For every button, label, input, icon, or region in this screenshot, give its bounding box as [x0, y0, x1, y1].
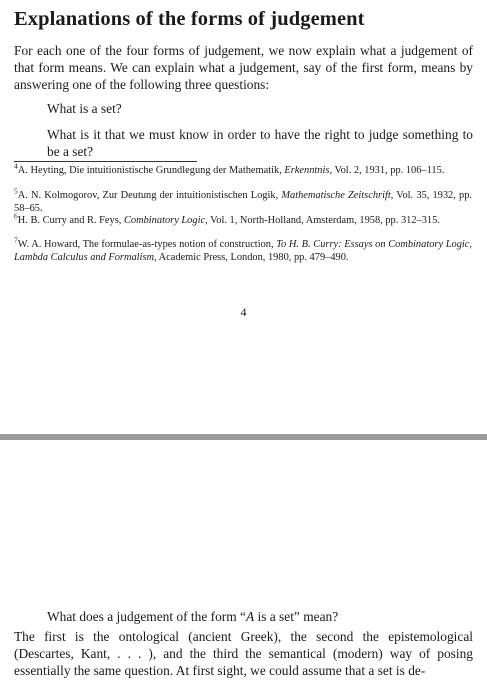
footnote-text: W. A. Howard, The formulae-as-types notion of construction, [17, 239, 277, 250]
section-heading: Explanations of the forms of judgement [14, 8, 365, 30]
footnote-details: , Vol. 1, North-Holland, Amsterdam, 1958, pp. 312–315. [205, 215, 440, 226]
footnote-rule [14, 161, 197, 162]
question-what-must-we-know: What is it that we must know in order to have the right to judge something to be a set? [47, 127, 473, 159]
question-meaning-of-judgement [47, 608, 473, 625]
footnote-5 [14, 186, 473, 215]
footnote-4 [14, 161, 472, 178]
footnote-details: , Vol. 35, 1932, pp. 58–65. [14, 190, 473, 214]
footnote-mark: 4 [14, 161, 18, 171]
footnote-7 [14, 235, 472, 264]
variable-a: A [245, 609, 255, 624]
question-text: What does a judgement of the form “ [47, 609, 246, 624]
intro-paragraph: For each one of the four forms of judgement, we now explain what a judgement of that form means. We can explain what a judgement, say of the first form, means by answering one of the following three questions: [14, 43, 473, 92]
footnote-book: To H. B. Curry: Essays on Combinatory Logic, Lambda Calculus and Formalism [14, 239, 472, 263]
footnote-text: H. B. Curry and R. Feys, [17, 215, 124, 226]
footnote-mark: 6 [14, 211, 18, 221]
continuation-paragraph: The first is the ontological (ancient Greek), the second the epistemological (Descartes, Kant, . . . ), and the third the semantical (modern) way of posing essentially the same question. At first sight, we could assume that a set is de- [14, 629, 473, 678]
footnote-6 [14, 211, 472, 228]
question-what-is-a-set: What is a set? [47, 101, 122, 116]
footnote-text: A. Heyting, Die intuitionistische Grundlegung der Mathematik, [17, 165, 285, 176]
page-number: 4 [240, 305, 247, 319]
footnote-details: , Academic Press, London, 1980, pp. 479–490. [154, 251, 349, 263]
question-text-end: is a set” mean? [254, 609, 339, 624]
footnote-journal: Erkenntnis [284, 165, 330, 176]
footnote-text: A. N. Kolmogorov, Zur Deutung der intuitionistischen Logik, [17, 190, 282, 201]
footnote-mark: 5 [14, 186, 18, 196]
footnote-book: Combinatory Logic [123, 215, 206, 226]
footnote-journal: Mathematische Zeitschrift [281, 190, 391, 201]
footnote-mark: 7 [14, 235, 18, 245]
footnote-details: , Vol. 2, 1931, pp. 106–115. [329, 165, 445, 176]
